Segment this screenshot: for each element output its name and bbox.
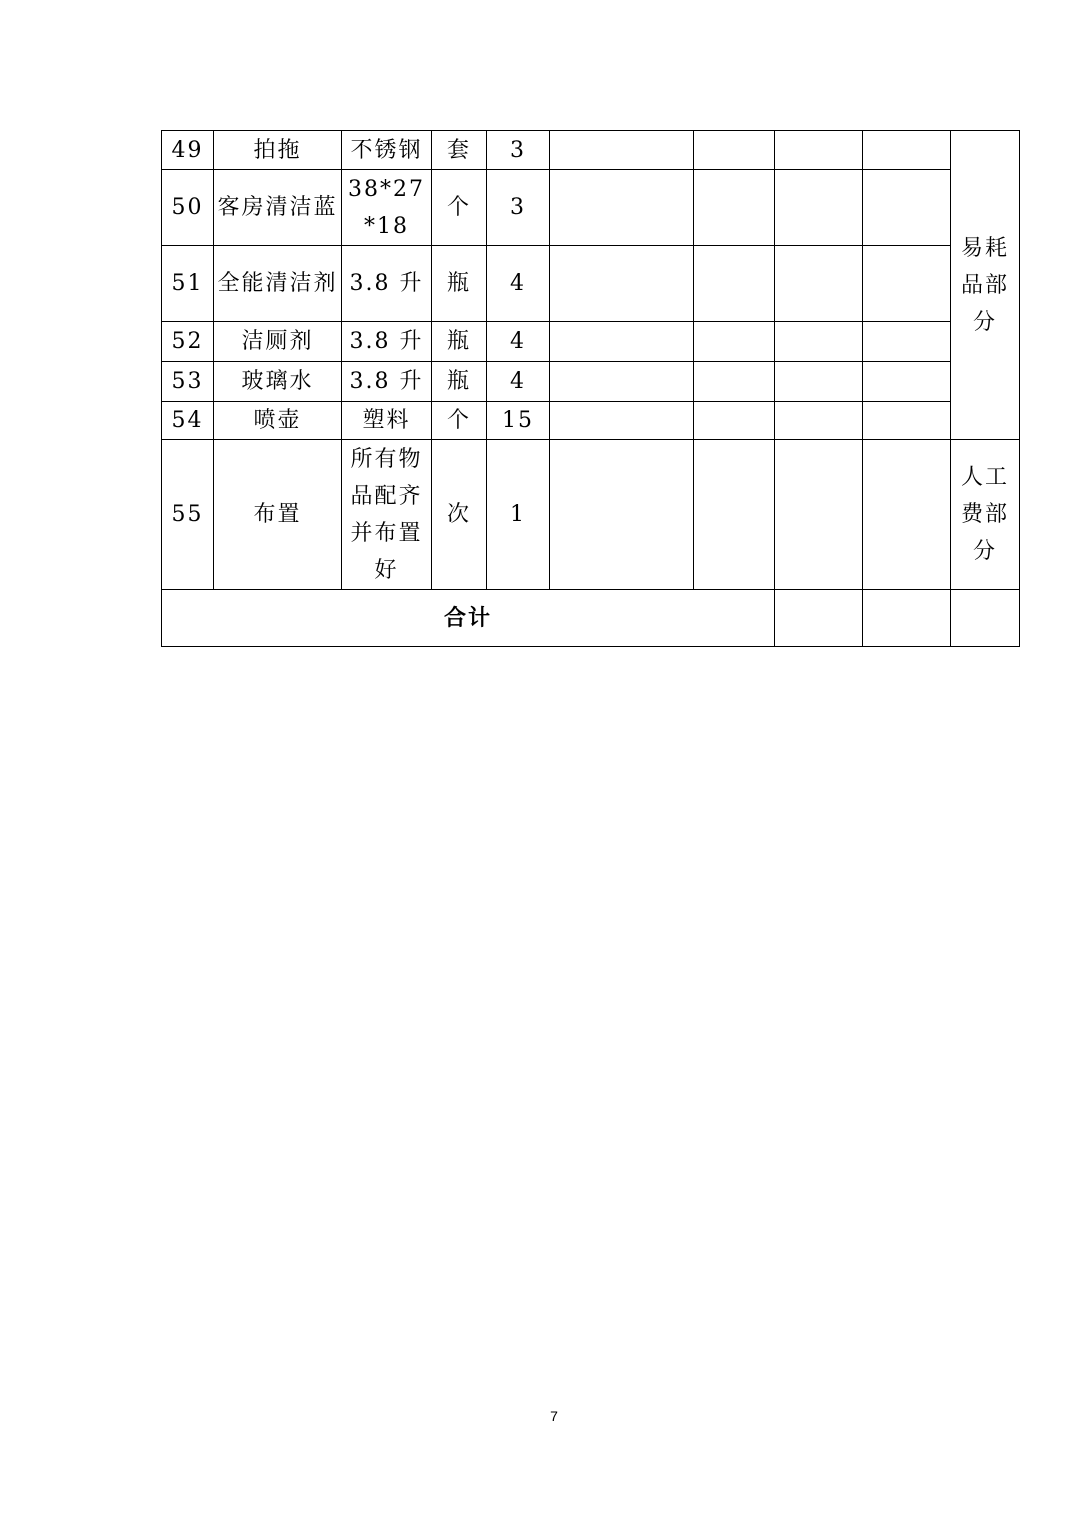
- item-name: 拍拖: [214, 131, 342, 170]
- item-name: 洁厕剂: [214, 322, 342, 362]
- empty-cell: [550, 131, 694, 170]
- items-table: [161, 130, 1020, 647]
- note-text: 人工费部分: [960, 465, 1009, 564]
- empty-cell: [694, 440, 775, 590]
- row-number: 53: [162, 362, 214, 402]
- empty-cell: [694, 246, 775, 322]
- empty-cell: [951, 590, 1020, 647]
- empty-cell: [775, 131, 863, 170]
- item-spec: [342, 170, 432, 246]
- item-name: [214, 246, 342, 322]
- empty-cell: [863, 246, 951, 322]
- item-quantity: 4: [487, 362, 550, 402]
- row-number: 51: [162, 246, 214, 322]
- empty-cell: [550, 402, 694, 440]
- empty-cell: [775, 440, 863, 590]
- row-number: 50: [162, 170, 214, 246]
- empty-cell: [775, 590, 863, 647]
- table-row: [162, 131, 1020, 170]
- item-quantity: 3: [487, 131, 550, 170]
- item-unit: 套: [432, 131, 487, 170]
- empty-cell: [550, 246, 694, 322]
- item-unit: 个: [432, 170, 487, 246]
- item-spec: 3.8 升: [342, 362, 432, 402]
- empty-cell: [775, 170, 863, 246]
- empty-cell: [775, 362, 863, 402]
- total-label: 合计: [162, 590, 775, 647]
- page-number: 7: [550, 1408, 558, 1424]
- item-unit: 次: [432, 440, 487, 590]
- item-unit: 个: [432, 402, 487, 440]
- empty-cell: [550, 362, 694, 402]
- table-row: [162, 246, 1020, 322]
- table-row: [162, 170, 1020, 246]
- row-number: 55: [162, 440, 214, 590]
- empty-cell: [550, 322, 694, 362]
- empty-cell: [694, 402, 775, 440]
- empty-cell: [863, 440, 951, 590]
- empty-cell: [775, 402, 863, 440]
- empty-cell: [863, 362, 951, 402]
- row-number: 49: [162, 131, 214, 170]
- empty-cell: [550, 170, 694, 246]
- empty-cell: [694, 131, 775, 170]
- total-row: [162, 590, 1020, 647]
- item-spec: 不锈钢: [342, 131, 432, 170]
- empty-cell: [694, 170, 775, 246]
- table-row: [162, 440, 1020, 590]
- item-quantity: 3: [487, 170, 550, 246]
- item-name: 喷壶: [214, 402, 342, 440]
- category-note-labor: [951, 440, 1020, 590]
- empty-cell: [694, 362, 775, 402]
- item-spec: [342, 440, 432, 590]
- empty-cell: [863, 131, 951, 170]
- empty-cell: [775, 322, 863, 362]
- row-number: 54: [162, 402, 214, 440]
- empty-cell: [863, 590, 951, 647]
- table-row: [162, 362, 1020, 402]
- item-spec: 塑料: [342, 402, 432, 440]
- item-name-text: 全能清洁剂: [217, 271, 338, 296]
- item-quantity: 1: [487, 440, 550, 590]
- item-unit: 瓶: [432, 322, 487, 362]
- row-number: 52: [162, 322, 214, 362]
- empty-cell: [863, 402, 951, 440]
- item-unit: 瓶: [432, 362, 487, 402]
- item-quantity: 15: [487, 402, 550, 440]
- item-spec-text: 所有物品配齐并布置好: [350, 446, 423, 583]
- item-quantity: 4: [487, 322, 550, 362]
- item-unit: 瓶: [432, 246, 487, 322]
- item-quantity: 4: [487, 246, 550, 322]
- empty-cell: [863, 322, 951, 362]
- item-name: 玻璃水: [214, 362, 342, 402]
- item-name: 布置: [214, 440, 342, 590]
- note-text: 易耗品部分: [960, 235, 1009, 335]
- empty-cell: [775, 246, 863, 322]
- item-name: [214, 170, 342, 246]
- empty-cell: [550, 440, 694, 590]
- item-name-text: 客房清洁蓝: [217, 195, 338, 220]
- table-row: [162, 402, 1020, 440]
- empty-cell: [863, 170, 951, 246]
- item-spec: 3.8 升: [342, 246, 432, 322]
- item-spec-text: 38*27*18: [348, 176, 425, 239]
- category-note-consumables: [951, 131, 1020, 440]
- empty-cell: [694, 322, 775, 362]
- table-row: [162, 322, 1020, 362]
- item-spec: 3.8 升: [342, 322, 432, 362]
